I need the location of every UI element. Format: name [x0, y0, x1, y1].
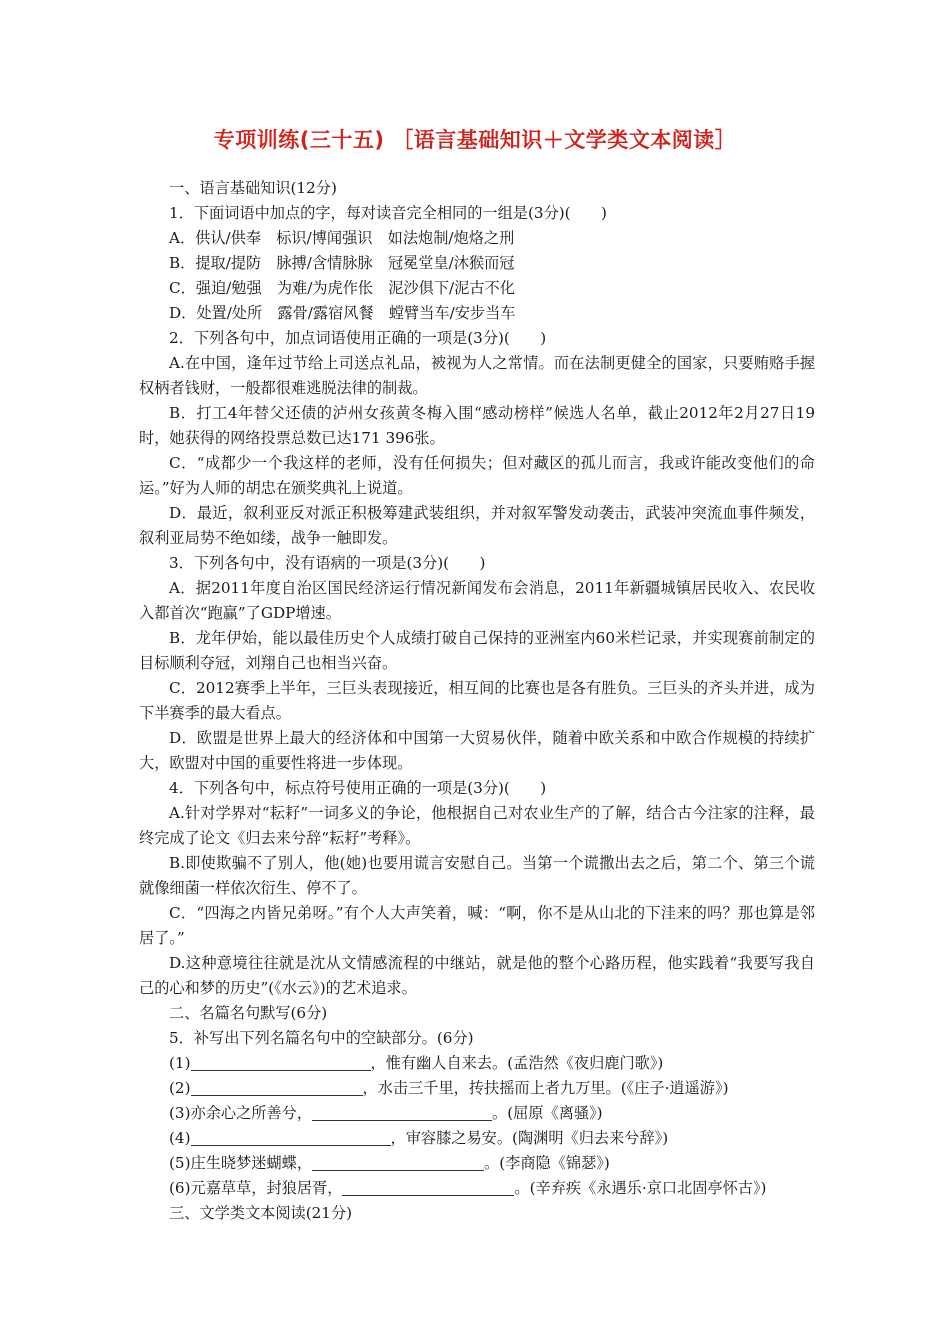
q3-option-a: A．据2011年度自治区国民经济运行情况新闻发布会消息，2011年新疆城镇居民收入、农民收入都首次“跑赢”了GDP增速。 [139, 579, 815, 622]
answer-blank[interactable] [312, 1153, 484, 1171]
answer-blank[interactable] [191, 1128, 391, 1146]
fill-item-6: (6)元嘉草草，封狼居胥， 。(辛弃疾《永遇乐·京口北固亭怀古》) [169, 1179, 767, 1197]
section-heading-1: 一、语言基础知识(12分) [169, 179, 337, 197]
q4-option-a: A.针对学界对“耘耔”一词多义的争论，他根据自己对农业生产的了解，结合古今注家的注释，最终完成了论文《归去来兮辞“耘耔”考释》。 [139, 804, 815, 847]
q5-stem: 5．补写出下列名篇名句中的空缺部分。(6分) [169, 1029, 474, 1047]
answer-blank[interactable] [191, 1078, 363, 1096]
q1-option-b: B．提取/提防 脉搏/含情脉脉 冠冕堂皇/沐猴而冠 [169, 254, 515, 272]
section-heading-2: 二、名篇名句默写(6分) [169, 1004, 328, 1022]
q1-stem: 1．下面词语中加点的字，每对读音完全相同的一组是(3分)( ) [169, 204, 607, 222]
q2-option-c: C．“成都少一个我这样的老师，没有任何损失；但对藏区的孤儿而言，我或许能改变他们的命运。”好为人师的胡忠在颁奖典礼上说道。 [139, 454, 815, 497]
q2-option-b: B．打工4年替父还债的泸州女孩黄冬梅入围“感动榜样”候选人名单，截止2012年2月27日19时，她获得的网络投票总数已达171 396张。 [139, 404, 815, 447]
answer-blank[interactable] [191, 1053, 371, 1071]
section-heading-3: 三、文学类文本阅读(21分) [169, 1204, 353, 1222]
q2-stem: 2．下列各句中，加点词语使用正确的一项是(3分)( ) [169, 329, 547, 347]
q3-option-c: C．2012赛季上半年，三巨头表现接近，相互间的比赛也是各有胜负。三巨头的齐头并进，成为下半赛季的最大看点。 [139, 679, 815, 722]
fill-item-5: (5)庄生晓梦迷蝴蝶， 。(李商隐《锦瑟》) [169, 1154, 610, 1172]
q3-option-d: D．欧盟是世界上最大的经济体和中国第一大贸易伙伴，随着中欧关系和中欧合作规模的持续扩大，欧盟对中国的重要性将进一步体现。 [139, 729, 815, 772]
fill-item-3: (3)亦余心之所善兮， 。(屈原《离骚》) [169, 1104, 603, 1122]
q4-option-d: D.这种意境往往就是沈从文情感流程的中继站，就是他的整个心路历程，他实践着“我要写我自己的心和梦的历史”(《水云》)的艺术追求。 [139, 954, 815, 997]
q1-option-c: C．强迫/勉强 为难/为虎作伥 泥沙俱下/泥古不化 [169, 279, 515, 297]
q1-option-d: D．处置/处所 露骨/露宿风餐 螳臂当车/安步当车 [169, 304, 516, 322]
q2-option-a: A.在中国，逢年过节给上司送点礼品，被视为人之常情。而在法制更健全的国家，只要贿赂手握权柄者钱财，一般都很难逃脱法律的制裁。 [139, 354, 815, 397]
answer-blank[interactable] [312, 1103, 492, 1121]
q4-option-c: C．“四海之内皆兄弟呀。”有个人大声笑着，喊：“啊，你不是从山北的下洼来的吗？那也算是邻居了。” [139, 904, 815, 947]
answer-blank[interactable] [342, 1178, 514, 1196]
fill-item-1: (1) ，惟有幽人自来去。(孟浩然《夜归鹿门歌》) [169, 1054, 664, 1072]
q3-option-b: B．龙年伊始，能以最佳历史个人成绩打破自己保持的亚洲室内60米栏记录，并实现赛前制定的目标顺利夺冠，刘翔自己也相当兴奋。 [139, 629, 815, 672]
fill-item-2: (2) ，水击三千里，抟扶摇而上者九万里。(《庄子·逍遥游》) [169, 1079, 729, 1097]
q2-option-d: D．最近，叙利亚反对派正积极筹建武装组织，并对叙军警发动袭击，武装冲突流血事件频发，叙利亚局势不绝如缕，战争一触即发。 [139, 504, 815, 547]
q1-option-a: A．供认/供奉 标识/博闻强识 如法炮制/炮烙之刑 [169, 229, 515, 247]
page-title: 专项训练(三十五) ［语言基础知识＋文学类文本阅读］ [213, 128, 737, 152]
q3-stem: 3．下列各句中，没有语病的一项是(3分)( ) [169, 554, 486, 572]
document-body [139, 176, 815, 1226]
fill-item-4: (4) ，审容膝之易安。(陶渊明《归去来兮辞》) [169, 1129, 669, 1147]
q4-stem: 4．下列各句中，标点符号使用正确的一项是(3分)( ) [169, 779, 547, 797]
q4-option-b: B.即使欺骗不了别人，他(她)也要用谎言安慰自己。当第一个谎撒出去之后，第二个、第三个谎就像细菌一样依次衍生、停不了。 [139, 854, 815, 897]
